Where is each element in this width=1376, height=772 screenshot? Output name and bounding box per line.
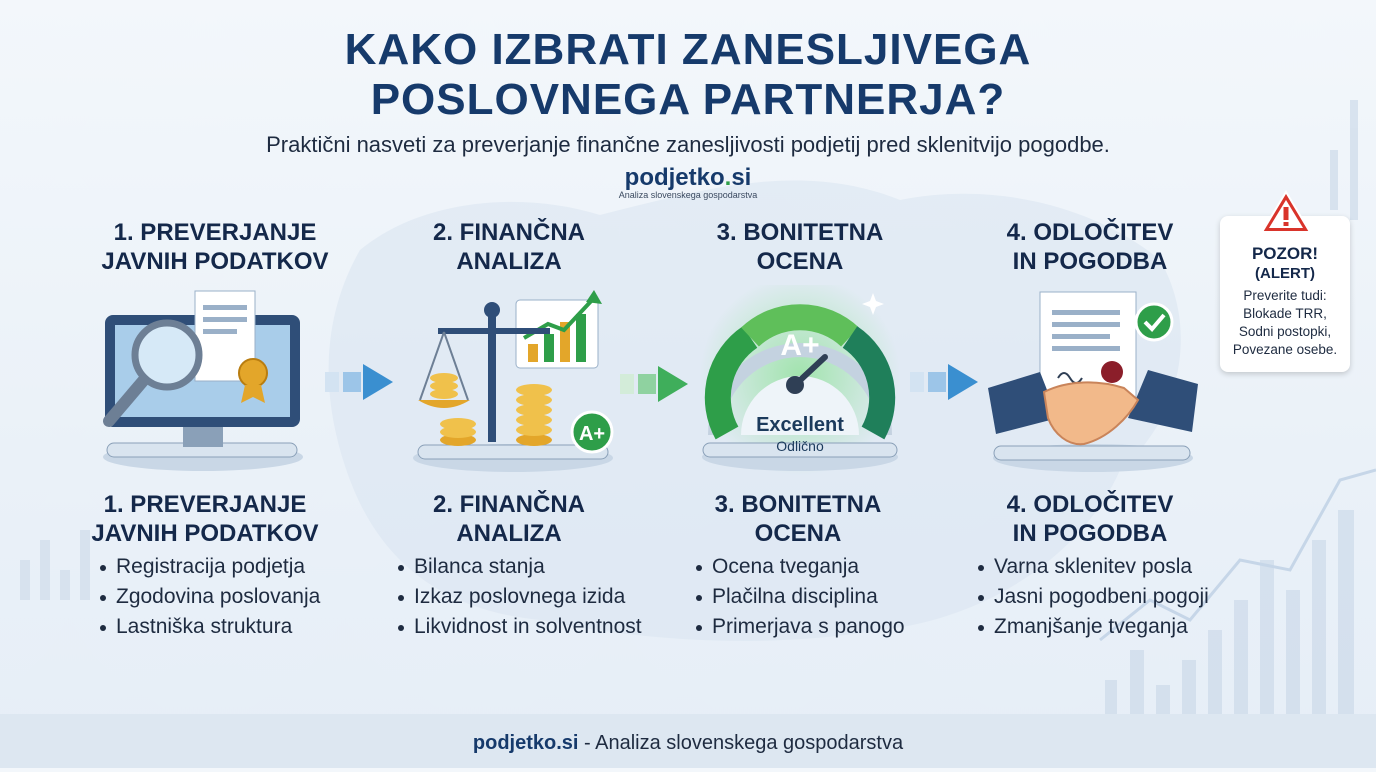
list-item: Likvidnost in solventnost xyxy=(396,612,642,642)
alert-text: Preverite tudi: Blokade TRR, Sodni postopki, Povezane osebe. xyxy=(1232,288,1338,357)
step1-heading: 1. PREVERJANJE JAVNIH PODATKOV xyxy=(91,491,319,547)
list-item: Zmanjšanje tveganja xyxy=(976,612,1209,642)
step3-bullets xyxy=(694,552,905,642)
arrow-right-icon xyxy=(325,364,395,400)
scales-coins-chart-icon xyxy=(408,290,618,475)
list-item: Zgodovina poslovanja xyxy=(98,582,320,612)
list-item: Lastniška struktura xyxy=(98,612,320,642)
page-subtitle: Praktični nasveti za preverjanje finančne zanesljivosti podjetij pred sklenitvijo pogodbe. xyxy=(266,132,1110,157)
gauge-label: Excellent xyxy=(756,414,844,436)
step4-heading-top: 4. ODLOČITEV IN POGODBA xyxy=(1006,219,1174,275)
gauge-grade: A+ xyxy=(780,329,820,362)
step4-heading: 4. ODLOČITEV IN POGODBA xyxy=(1006,491,1174,547)
step3-heading-top: 3. BONITETNA OCENA xyxy=(716,219,884,275)
brand-logo xyxy=(588,164,788,200)
warning-triangle-icon xyxy=(1260,190,1312,236)
list-item: Jasni pogodbeni pogoji xyxy=(976,582,1209,612)
list-item: Registracija podjetja xyxy=(98,552,320,582)
page-title-line2: POSLOVNEGA PARTNERJA? xyxy=(370,75,1006,124)
list-item: Ocena tveganja xyxy=(694,552,905,582)
step1-heading-top: 1. PREVERJANJE JAVNIH PODATKOV xyxy=(101,219,329,275)
step2-bullets xyxy=(396,552,642,642)
brand-name: podjetko.si xyxy=(624,164,752,191)
footer-brand: podjetko.si xyxy=(472,732,579,754)
alert-title: POZOR! xyxy=(1251,244,1319,263)
list-item: Primerjava s panogo xyxy=(694,612,905,642)
arrow-right-icon xyxy=(620,366,690,402)
footer xyxy=(0,714,1376,768)
arrow-right-icon xyxy=(910,364,980,400)
rating-gauge-icon xyxy=(695,285,905,475)
step1-bullets xyxy=(98,552,320,642)
list-item: Izkaz poslovnega izida xyxy=(396,582,642,612)
alert-subtitle: (ALERT) xyxy=(1255,265,1315,282)
list-item: Bilanca stanja xyxy=(396,552,642,582)
step2-heading-top: 2. FINANČNA ANALIZA xyxy=(432,219,585,275)
gauge-sublabel: Odlično xyxy=(776,438,824,454)
alert-box xyxy=(1220,216,1350,372)
step2-badge: A+ xyxy=(578,423,606,445)
list-item: Varna sklenitev posla xyxy=(976,552,1209,582)
step3-heading: 3. BONITETNA OCENA xyxy=(714,491,882,547)
footer-text: - Analiza slovenskega gospodarstva xyxy=(578,732,904,754)
page-title-line1: KAKO IZBRATI ZANESLJIVEGA xyxy=(344,25,1032,74)
monitor-magnifier-certificate-icon xyxy=(95,285,310,475)
step4-bullets xyxy=(976,552,1209,642)
step2-heading: 2. FINANČNA ANALIZA xyxy=(432,491,585,547)
contract-handshake-icon xyxy=(988,288,1198,475)
list-item: Plačilna disciplina xyxy=(694,582,905,612)
brand-tagline: Analiza slovenskega gospodarstva xyxy=(618,190,758,200)
